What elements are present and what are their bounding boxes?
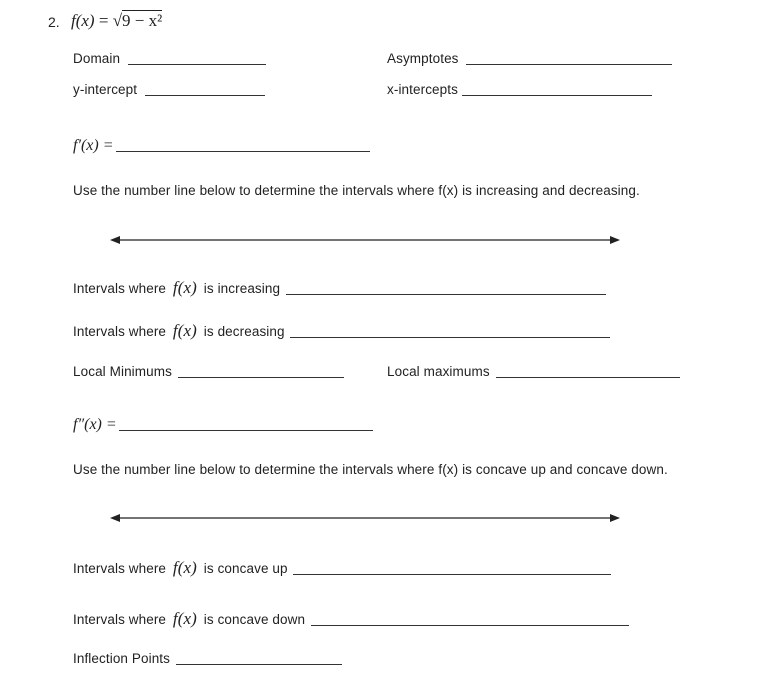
x-intercepts-label: x-intercepts bbox=[387, 82, 458, 97]
number-line-1-left-arrow-icon bbox=[110, 236, 120, 244]
second-derivative-answer-blank[interactable] bbox=[119, 418, 373, 431]
y-intercept-answer-blank[interactable] bbox=[145, 83, 265, 96]
increasing-field bbox=[73, 278, 606, 298]
number-line-2[interactable] bbox=[110, 510, 630, 526]
local-minimums-label: Local Minimums bbox=[73, 364, 172, 379]
asymptotes-label: Asymptotes bbox=[387, 51, 459, 66]
local-maximums-field bbox=[387, 364, 680, 379]
concave-up-prefix: Intervals where bbox=[73, 561, 167, 576]
first-derivative-field bbox=[73, 137, 370, 155]
local-minimums-answer-blank[interactable] bbox=[178, 365, 344, 378]
first-derivative-answer-blank[interactable] bbox=[116, 139, 370, 152]
increasing-label: is increasing bbox=[203, 281, 281, 296]
function-definition bbox=[71, 11, 162, 31]
number-line-1-right-arrow-icon bbox=[610, 236, 620, 244]
inflection-points-field bbox=[73, 651, 342, 666]
concave-down-prefix: Intervals where bbox=[73, 612, 167, 627]
concave-down-field bbox=[73, 609, 629, 629]
concave-down-fx: f(x) bbox=[172, 609, 197, 628]
increasing-prefix: Intervals where bbox=[73, 281, 167, 296]
domain-field bbox=[73, 51, 266, 66]
increasing-fx: f(x) bbox=[172, 278, 197, 297]
first-derivative-label: f′(x) = bbox=[73, 137, 114, 154]
local-maximums-label: Local maximums bbox=[387, 364, 490, 379]
number-line-2-right-arrow-icon bbox=[610, 514, 620, 522]
increasing-answer-blank[interactable] bbox=[286, 282, 606, 295]
decreasing-answer-blank[interactable] bbox=[290, 325, 610, 338]
local-minimums-field bbox=[73, 364, 344, 379]
radicand: 9 − x² bbox=[122, 11, 163, 30]
decreasing-field bbox=[73, 321, 610, 341]
domain-answer-blank[interactable] bbox=[128, 52, 266, 65]
concave-up-fx: f(x) bbox=[172, 558, 197, 577]
asymptotes-answer-blank[interactable] bbox=[466, 52, 672, 65]
decreasing-label: is decreasing bbox=[203, 324, 285, 339]
equals-sign: = bbox=[98, 11, 109, 30]
x-intercepts-field bbox=[387, 82, 652, 97]
y-intercept-field bbox=[73, 82, 265, 97]
local-maximums-answer-blank[interactable] bbox=[496, 365, 680, 378]
function-lhs: f(x) bbox=[71, 11, 95, 30]
decreasing-fx: f(x) bbox=[172, 321, 197, 340]
decreasing-prefix: Intervals where bbox=[73, 324, 167, 339]
inflection-points-answer-blank[interactable] bbox=[176, 652, 342, 665]
number-line-2-instruction: Use the number line below to determine the intervals where f(x) is concave up and concave down. bbox=[73, 462, 668, 477]
inflection-points-label: Inflection Points bbox=[73, 651, 171, 666]
concave-up-label: is concave up bbox=[203, 561, 288, 576]
concave-down-answer-blank[interactable] bbox=[311, 613, 629, 626]
second-derivative-label: f″(x) = bbox=[73, 416, 117, 433]
problem-number: 2. bbox=[48, 14, 60, 30]
number-line-2-left-arrow-icon bbox=[110, 514, 120, 522]
x-intercepts-answer-blank[interactable] bbox=[462, 83, 652, 96]
y-intercept-label: y-intercept bbox=[73, 82, 138, 97]
concave-down-label: is concave down bbox=[203, 612, 306, 627]
asymptotes-field bbox=[387, 51, 672, 66]
number-line-1[interactable] bbox=[110, 232, 630, 248]
concave-up-field bbox=[73, 558, 611, 578]
second-derivative-field bbox=[73, 416, 373, 434]
radical-sign: √ bbox=[112, 11, 123, 30]
domain-label: Domain bbox=[73, 51, 121, 66]
number-line-1-instruction: Use the number line below to determine the intervals where f(x) is increasing and decreasing. bbox=[73, 183, 640, 198]
concave-up-answer-blank[interactable] bbox=[293, 562, 611, 575]
